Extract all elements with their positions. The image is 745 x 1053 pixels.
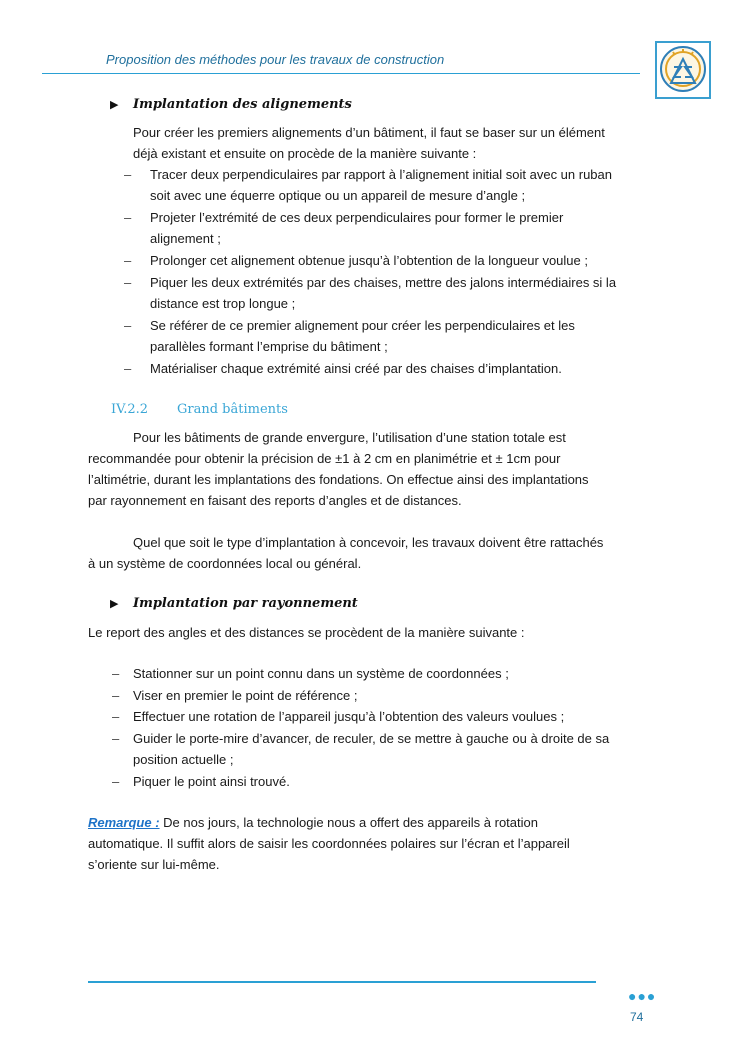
remark-line: s’oriente sur lui-même. [88, 857, 220, 872]
paragraph-line: par rayonnement en faisant des reports d’angles et de distances. [88, 493, 462, 508]
triangle-bullet-icon: ▶ [110, 598, 119, 610]
institution-logo [655, 41, 711, 99]
intro-line: déjà existant et ensuite on procède de la manière suivante : [133, 146, 477, 161]
remark-label: Remarque : [88, 815, 160, 830]
dash-bullet: – [124, 253, 132, 268]
dash-bullet: – [112, 731, 120, 746]
list-item-line: Matérialiser chaque extrémité ainsi créé par des chaises d’implantation. [150, 361, 562, 376]
section-title: Grand bâtiments [177, 402, 288, 417]
dash-bullet: – [124, 167, 132, 182]
dash-bullet: – [112, 688, 120, 703]
remark-line: automatique. Il suffit alors de saisir les coordonnées polaires sur l’écran et l’appareil [88, 836, 570, 851]
dash-bullet: – [112, 709, 120, 724]
footer-dots-icon: ●●● [628, 988, 657, 1004]
dash-bullet: – [124, 275, 132, 290]
list-item-line: position actuelle ; [133, 752, 234, 767]
dash-bullet: – [124, 210, 132, 225]
list-item-line: Effectuer une rotation de l’appareil jusqu’à l’obtention des valeurs voulues ; [133, 709, 565, 724]
dash-bullet: – [124, 318, 132, 333]
list-item-line: Prolonger cet alignement obtenue jusqu’à l’obtention de la longueur voulue ; [150, 253, 588, 268]
list-item-line: parallèles formant l’emprise du bâtiment ; [150, 339, 388, 354]
dash-bullet: – [112, 774, 120, 789]
list-item-line: Projeter l’extrémité de ces deux perpendiculaires pour former le premier [150, 210, 564, 225]
list-item-line: distance est trop longue ; [150, 296, 296, 311]
paragraph-line: Pour les bâtiments de grande envergure, l’utilisation d’une station totale est [133, 430, 566, 445]
section-heading-rayonnement: Implantation par rayonnement [133, 596, 358, 611]
list-item-line: Tracer deux perpendiculaires par rapport à l’alignement initial soit avec un ruban [150, 167, 612, 182]
header-title: Proposition des méthodes pour les travaux de construction [106, 52, 445, 67]
list-item-line: Stationner sur un point connu dans un système de coordonnées ; [133, 666, 509, 681]
list-item-line: Guider le porte-mire d’avancer, de reculer, de se mettre à gauche ou à droite de sa [133, 731, 610, 746]
intro-line: Pour créer les premiers alignements d’un bâtiment, il faut se baser sur un élément [133, 125, 605, 140]
list-item-line: alignement ; [150, 231, 221, 246]
list-item-line: Se référer de ce premier alignement pour créer les perpendiculaires et les [150, 318, 575, 333]
list-item-line: Viser en premier le point de référence ; [133, 688, 358, 703]
paragraph-line: à un système de coordonnées local ou général. [88, 556, 362, 571]
section-heading-alignements: Implantation des alignements [133, 97, 352, 112]
triangle-bullet-icon: ▶ [110, 99, 119, 111]
header-rule [42, 73, 640, 74]
paragraph-line: Quel que soit le type d’implantation à concevoir, les travaux doivent être rattachés [133, 535, 604, 550]
page-number: 74 [630, 1010, 644, 1024]
logo-emblem [657, 43, 709, 97]
footer-rule [88, 981, 596, 983]
paragraph-line: recommandée pour obtenir la précision de ±1 à 2 cm en planimétrie et ± 1cm pour [88, 451, 561, 466]
dash-bullet: – [124, 361, 132, 376]
dash-bullet: – [112, 666, 120, 681]
remark-line [88, 815, 538, 831]
list-item-line: Piquer le point ainsi trouvé. [133, 774, 290, 789]
list-item-line: Piquer les deux extrémités par des chaises, mettre des jalons intermédiaires si la [150, 275, 617, 290]
paragraph-line: l’altimétrie, durant les implantations des fondations. On effectue ainsi des implantations [88, 472, 589, 487]
intro-line: Le report des angles et des distances se procèdent de la manière suivante : [88, 625, 525, 640]
section-number: IV.2.2 [111, 402, 149, 417]
list-item-line: soit avec une équerre optique ou un appareil de mesure d’angle ; [150, 188, 526, 203]
remark-text: De nos jours, la technologie nous a offert des appareils à rotation [159, 815, 538, 830]
